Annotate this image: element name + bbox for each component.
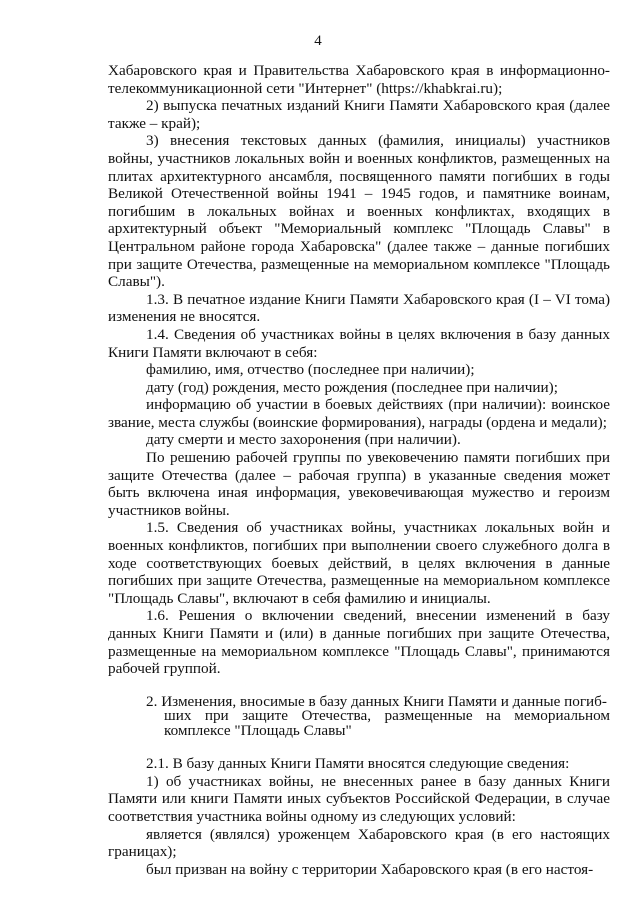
paragraph: Хабаровского края и Правительства Хабаровского края в информационно-телекоммуникационной сети "Интернет" (https://khabkrai.ru); <box>108 62 610 97</box>
paragraph: 2.1. В базу данных Книги Памяти вносятся следующие сведения: <box>146 755 570 773</box>
list-item: фамилию, имя, отчество (последнее при наличии); <box>146 361 475 379</box>
section-heading-rest: ших при защите Отечества, размещенные на мемориальном комплексе "Площадь Славы" <box>164 707 610 739</box>
section-heading <box>108 692 610 739</box>
page-number: 4 <box>314 33 322 49</box>
paragraph: 3) внесения текстовых данных (фамилия, инициалы) участников войны, участников локальных войн и военных конфликтов, размещенных на плитах архитектурного ансамбля, посвященного памяти погибших в годы Великой Отечественной войны 1941 – 1945 годов, и памятнике воинам, погибшим в локальных войнах и военных конфликтах, входящих в архитектурный объект "Мемориальный комплекс "Площадь Славы" в Центральном районе города Хабаровска" (далее также – данные погибших при защите Отечества, размещенные на мемориальном комплексе "Площадь Славы"). <box>108 132 610 291</box>
paragraph: 1.6. Решения о включении сведений, внесении изменений в базу данных Книги Памяти и (или) в данные погибших при защите Отечества, размещенные на мемориальном комплексе "Площадь Славы", принимаются рабочей группой. <box>108 607 610 678</box>
paragraph: 1) об участниках войны, не внесенных ранее в базу данных Книги Памяти или книги Памяти иных субъектов Российской Федерации, в случае соответствия участника войны одному из следующих условий: <box>108 772 610 826</box>
paragraph: 1.5. Сведения об участниках войны, участниках локальных войн и военных конфликтов, погибших при выполнении своего служебного долга в ходе соответствующих боевых действий, в целях включения в данные погибших при защите Отечества, размещенные на мемориальном комплексе "Площадь Славы", включают в себя фамилию и инициалы. <box>108 519 610 607</box>
paragraph: 1.3. В печатное издание Книги Памяти Хабаровского края (I – VI тома) изменения не вносятся. <box>108 290 610 326</box>
paragraph: 2) выпуска печатных изданий Книги Памяти Хабаровского края (далее также – край); <box>108 97 610 132</box>
list-item: информацию об участии в боевых действиях (при наличии): воинское звание, места службы (воинские формирования), награды (ордена и медали); <box>108 396 610 431</box>
list-item: является (являлся) уроженцем Хабаровского края (в его настоящих границах); <box>108 825 610 861</box>
section-heading-line1: 2. Изменения, вносимые в базу данных Книги Памяти и данные погиб- <box>146 692 607 710</box>
paragraph: 1.4. Сведения об участниках войны в целях включения в базу данных Книги Памяти включают в себя: <box>108 325 610 361</box>
paragraph: По решению рабочей группы по увековечению памяти погибших при защите Отечества (далее – рабочая группа) в указанные сведения может быть включена иная информация, увековечивающая мужество и героизм участников войны. <box>108 449 610 519</box>
list-item: дату (год) рождения, место рождения (последнее при наличии); <box>146 378 558 396</box>
list-item: был призван на войну с территории Хабаровского края (в его настоя- <box>146 860 594 878</box>
document-body <box>108 62 610 878</box>
list-item: дату смерти и место захоронения (при наличии). <box>146 431 461 449</box>
